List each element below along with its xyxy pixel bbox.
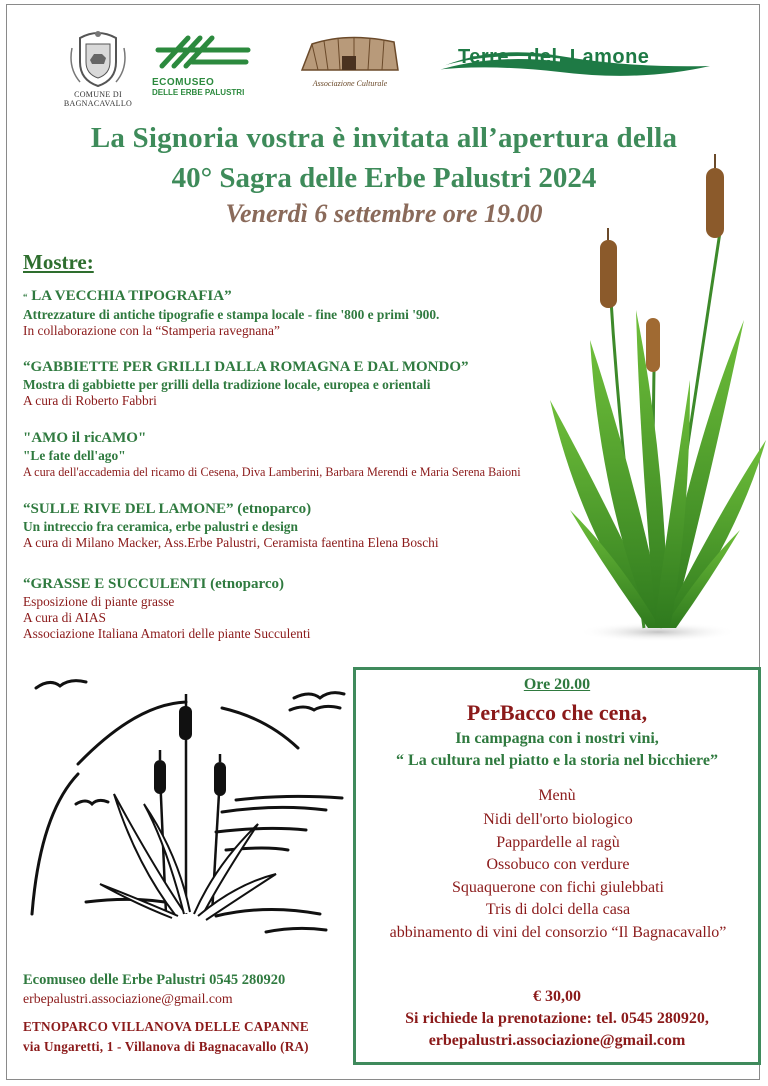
dinner-subtitle-2: “ La cultura nel piatto e la storia nel bicchiere”: [396, 752, 718, 769]
hut-icon: [298, 30, 402, 74]
menu-item: Nidi dell'orto biologico: [483, 811, 633, 828]
exhibition-item: [23, 287, 583, 339]
dinner-subtitle-1: In campagna con i nostri vini,: [455, 730, 659, 747]
menu-list: [386, 809, 730, 944]
exhibition-description: Esposizione di piante grasse: [23, 594, 175, 609]
exhibition-title: “SULLE RIVE DEL LAMONE” (etnoparco): [23, 501, 312, 517]
menu-item: Pappardelle al ragù: [496, 833, 620, 851]
booking-email[interactable]: erbepalustri.associazione@gmail.com: [428, 1032, 686, 1049]
comune-crest-icon: [66, 28, 130, 90]
menu-item: Tris di dolci della casa: [485, 901, 631, 918]
exhibition-subtitle: Attrezzature di antiche tipografie e stampa locale - fine '800 e primi '900.: [23, 307, 440, 322]
ecomuseo-grass-icon: [152, 32, 252, 72]
footer-place: ETNOPARCO VILLANOVA DELLE CAPANNE: [23, 1019, 309, 1034]
booking-phone: Si richiede la prenotazione: tel. 0545 280920,: [405, 1010, 709, 1027]
exhibition-curator: A cura di Milano Macker, Ass.Erbe Palustri, Ceramista faentina Elena Boschi: [23, 535, 439, 550]
exhibition-curator: In collaborazione con la “Stamperia ravegnana”: [23, 323, 280, 338]
dinner-price: € 30,00: [533, 988, 581, 1005]
comune-line1: COMUNE DI: [74, 90, 122, 99]
exhibition-item: [23, 358, 583, 409]
comune-line2: BAGNACAVALLO: [63, 99, 133, 108]
exhibition-title-text: LA VECCHIA TIPOGRAFIA”: [27, 288, 232, 304]
marsh-sketch-icon: [26, 664, 356, 954]
exhibition-title: [23, 287, 583, 307]
exhibition-subtitle: Un intreccio fra ceramica, erbe palustri e design: [23, 519, 298, 534]
menu-item: Ossobuco con verdure: [486, 856, 630, 873]
exhibition-title: “GRASSE E SUCCULENTI (etnoparco): [23, 576, 285, 592]
exhibition-item: [23, 500, 583, 551]
menu-item: abbinamento di vini del consorzio “Il Bagnacavallo”: [389, 923, 727, 941]
ecomuseo-line1: ECOMUSEO: [152, 77, 215, 88]
comune-logo: [58, 28, 138, 108]
open-quote: “: [23, 292, 28, 302]
ecomuseo-line2: DELLE ERBE PALUSTRI: [152, 88, 245, 97]
dinner-title: PerBacco che cena,: [466, 700, 648, 725]
event-date: Venerdì 6 settembre ore 19.00: [225, 199, 543, 228]
menu-heading: Menù: [538, 787, 576, 804]
exhibition-curator: A cura di Roberto Fabbri: [23, 393, 157, 408]
terre-logo-text: Terre del Lamone: [458, 46, 650, 68]
menu-item: Squaquerone con fichi giulebbati: [452, 878, 664, 896]
footer-email[interactable]: erbepalustri.associazione@gmail.com: [23, 991, 233, 1006]
exhibition-subtitle: "Le fate dell'ago": [23, 448, 126, 463]
exhibition-subtitle: Mostra di gabbiette per grilli della tradizione locale, europea e orientali: [23, 377, 431, 392]
exhibition-item: [23, 575, 583, 642]
associazione-caption: Associazione Culturale: [312, 79, 388, 88]
terre-del-lamone-logo: [430, 38, 720, 93]
event-title: 40° Sagra delle Erbe Palustri 2024: [171, 162, 597, 194]
invitation-line: La Signoria vostra è invitata all’apertura della: [90, 122, 678, 154]
dinner-time: Ore 20.00: [523, 676, 591, 693]
exhibition-title: "AMO il ricAMO": [23, 430, 147, 446]
footer-address: via Ungaretti, 1 - Villanova di Bagnacavallo (RA): [23, 1039, 309, 1054]
footer-org: Ecomuseo delle Erbe Palustri 0545 280920: [23, 972, 286, 988]
exhibition-curator: A cura di AIAS: [23, 610, 106, 625]
ecomuseo-logo: [152, 32, 282, 97]
exhibition-association: Associazione Italiana Amatori delle piante Succulenti: [23, 626, 311, 641]
mostre-heading: Mostre:: [23, 250, 94, 274]
associazione-logo: [296, 30, 404, 88]
exhibition-title: “GABBIETTE PER GRILLI DALLA ROMAGNA E DAL MONDO”: [23, 359, 469, 375]
exhibition-curator: A cura dell'accademia del ricamo di Cesena, Diva Lamberini, Barbara Merendi e Maria Serena Baioni: [23, 465, 521, 479]
dinner-box: [353, 667, 761, 1065]
exhibition-item: [23, 429, 583, 480]
